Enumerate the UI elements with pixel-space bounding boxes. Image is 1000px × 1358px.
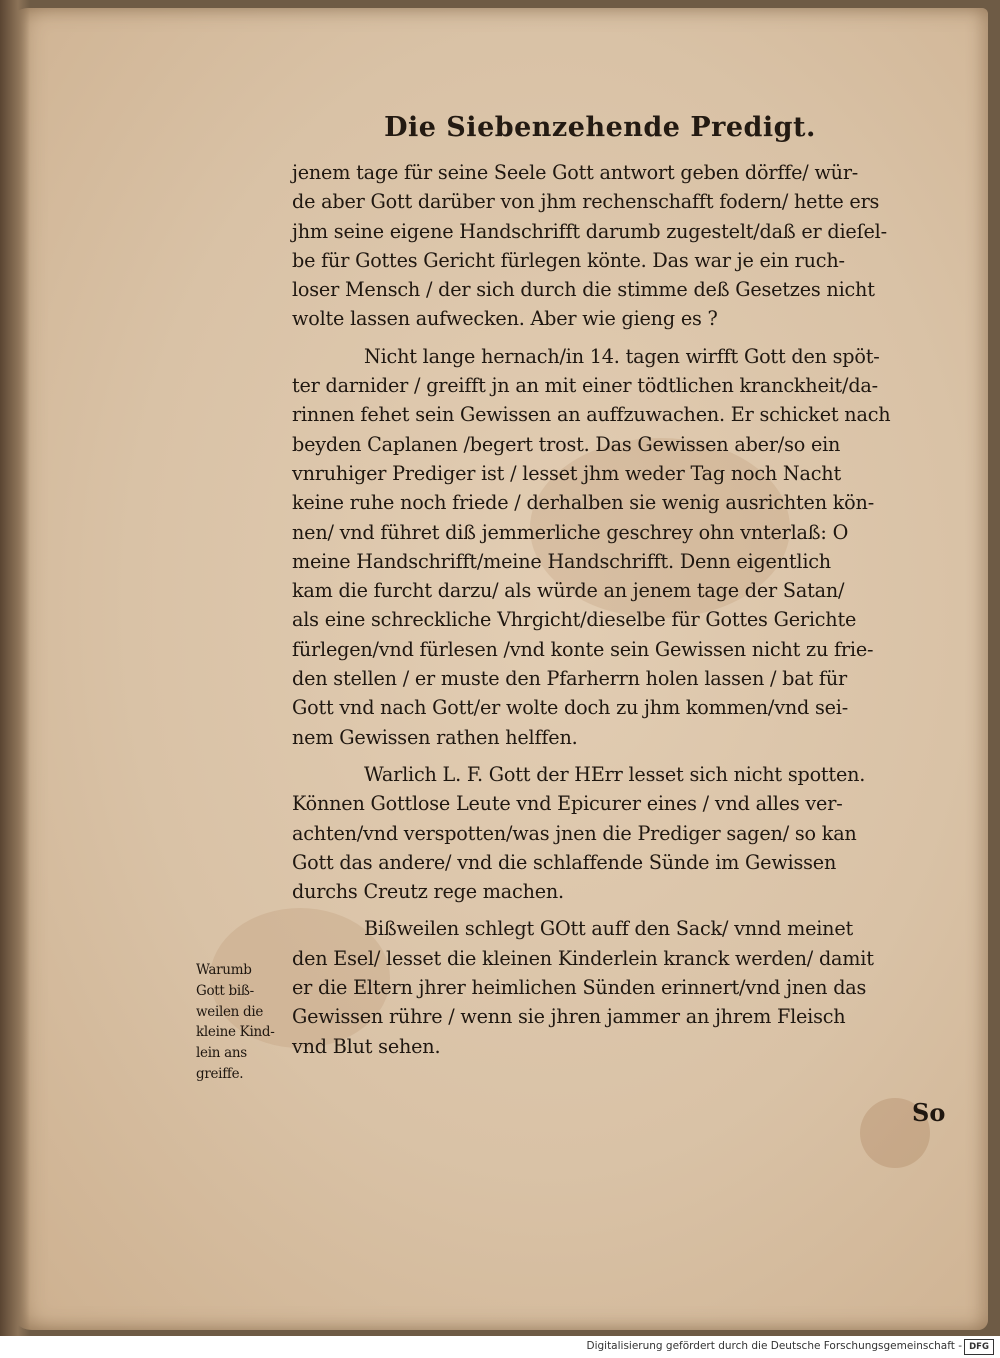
margin-note-line: weilen die (196, 1003, 264, 1020)
body-text (292, 158, 964, 1061)
text-line: achten/vnd verspotten/was jnen die Prediger sagen/ so kan (292, 821, 857, 845)
text-line: kam die furcht darzu/ als würde an jenem tage der Satan/ (292, 579, 845, 603)
text-line: Können Gottlose Leute vnd Epicurer eines / vnd alles ver- (292, 792, 843, 816)
margin-note-line: kleine Kind- (196, 1024, 275, 1041)
text-line: fürlegen/vnd fürlesen /vnd konte sein Gewissen nicht zu frie- (292, 637, 874, 661)
margin-note-line: greiffe. (196, 1065, 244, 1082)
text-line: Gewissen rühre / wenn sie jhren jammer an jhrem Fleisch (292, 1005, 846, 1029)
paragraph-1 (292, 158, 964, 334)
running-title: Die Siebenzehende Predigt. (384, 112, 816, 143)
text-line: Bißweilen schlegt GOtt auff den Sack/ vnnd meinet (364, 917, 853, 941)
text-line: den stellen / er muste den Pfarherrn holen lassen / bat für (292, 667, 847, 691)
paragraph-2 (292, 342, 964, 752)
text-line: wolte lassen aufwecken. Aber wie gieng es ? (292, 307, 718, 331)
text-line: nem Gewissen rathen helffen. (292, 725, 578, 749)
text-line: Gott das andere/ vnd die schlaffende Sünde im Gewissen (292, 850, 837, 874)
text-line: be für Gottes Gericht fürlegen könte. Das war je ein ruch- (292, 248, 845, 272)
text-line: als eine schreckliche Vhrgicht/dieselbe für Gottes Gerichte (292, 608, 857, 632)
text-line: Warlich L. F. Gott der HErr lesset sich nicht spotten. (364, 762, 866, 786)
text-line: nen/ vnd führet diß jemmerliche geschrey ohn vnterlaß: O (292, 520, 849, 544)
text-line: durchs Creutz rege machen. (292, 880, 564, 904)
text-line: ter darnider / greifft jn an mit einer tödtlichen kranckheit/da- (292, 374, 878, 398)
paragraph-4 (292, 914, 964, 1060)
text-line: beyden Caplanen /begert trost. Das Gewissen aber/so ein (292, 432, 841, 456)
text-line: vnd Blut sehen. (292, 1034, 441, 1058)
text-line: vnruhiger Prediger ist / lesset jhm weder Tag noch Nacht (292, 461, 841, 485)
margin-note (196, 960, 306, 1085)
text-line: er die Eltern jhrer heimlichen Sünden erinnert/vnd jnen das (292, 976, 867, 1000)
footer-bar (0, 1336, 1000, 1358)
book-spine (0, 0, 30, 1336)
funding-credit: Digitalisierung gefördert durch die Deutsche Forschungsgemeinschaft - (586, 1340, 962, 1352)
text-line: Gott vnd nach Gott/er wolte doch zu jhm kommen/vnd sei- (292, 696, 848, 720)
text-line: den Esel/ lesset die kleinen Kinderlein kranck werden/ damit (292, 946, 874, 970)
dfg-logo-icon: DFG (964, 1339, 994, 1355)
paragraph-3 (292, 760, 964, 906)
catchword: So (912, 1098, 946, 1127)
margin-note-line: Gott biß- (196, 982, 254, 999)
text-line: rinnen fehet sein Gewissen an auffzuwachen. Er schicket nach (292, 403, 891, 427)
text-line: loser Mensch / der sich durch die stimme deß Gesetzes nicht (292, 278, 875, 302)
text-line: keine ruhe noch friede / derhalben sie wenig ausrichten kön- (292, 491, 874, 515)
text-line: Nicht lange hernach/in 14. tagen wirfft Gott den spöt- (364, 344, 880, 368)
text-line: meine Handschrifft/meine Handschrifft. Denn eigentlich (292, 549, 831, 573)
text-line: jhm seine eigene Handschrifft darumb zugestelt/daß er dieſel- (292, 219, 887, 243)
text-line: de aber Gott darüber von jhm rechenschafft fodern/ hette ers (292, 190, 880, 214)
text-line: jenem tage für seine Seele Gott antwort geben dörffe/ wür- (292, 161, 859, 184)
margin-note-line: Warumb (196, 962, 252, 978)
margin-note-line: lein ans (196, 1045, 247, 1062)
